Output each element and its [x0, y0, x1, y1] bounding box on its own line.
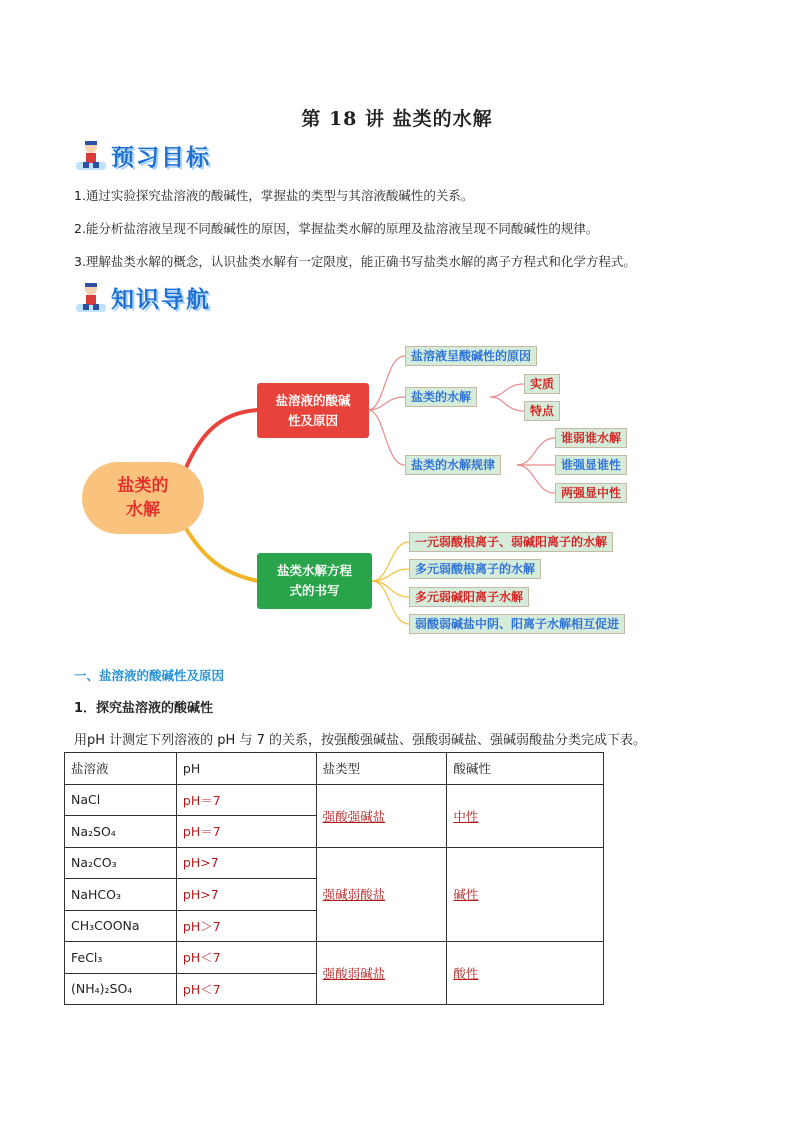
goal-3: 3.理解盐类水解的概念，认识盐类水解有一定限度，能正确书写盐类水解的离子方程式和化学方程式。	[74, 254, 636, 269]
type-cell: 强碱弱酸盐	[322, 887, 386, 903]
ph-cell: pH>7	[176, 847, 316, 879]
ph-cell: pH>7	[176, 879, 316, 911]
type-cell: 强酸强碱盐	[322, 808, 386, 824]
leaf-hydrolysis-rule: 盐类的水解规律	[405, 455, 501, 475]
ph-cell: pH＝7	[176, 816, 316, 848]
nature-cell: 碱性	[453, 887, 479, 903]
salt-cell: (NH₄)₂SO₄	[65, 973, 177, 1005]
leaf-equation-3: 多元弱碱阳离子水解	[409, 587, 529, 607]
salt-cell: NaHCO₃	[65, 879, 177, 911]
salt-cell: CH₃COONa	[65, 910, 177, 942]
leaf-essence: 实质	[524, 374, 560, 394]
type-cell: 强酸弱碱盐	[322, 966, 386, 981]
table-intro: 用pH 计测定下列溶液的 pH 与 7 的关系，按强酸强碱盐、强酸弱碱盐、强碱弱酸盐分类完成下表。	[74, 733, 646, 748]
nature-cell: 中性	[453, 808, 479, 824]
leaf-equation-4: 弱酸弱碱盐中阴、阳离子水解相互促进	[409, 614, 625, 634]
leaf-rule-2: 谁强显谁性	[555, 455, 627, 475]
mindmap-branch-acidity	[257, 383, 369, 438]
goals-banner-label: 预习目标	[111, 144, 211, 171]
mindmap-root-label: 盐类的水解	[117, 476, 169, 520]
branch-equation-label: 盐类水解方程式的书写	[276, 563, 352, 598]
ph-cell: pH＜7	[176, 973, 316, 1005]
goal-1: 1.通过实验探究盐溶液的酸碱性，掌握盐的类型与其溶液酸碱性的关系。	[74, 188, 474, 203]
salt-cell: FeCl₃	[65, 942, 177, 974]
ph-cell: pH＞7	[176, 910, 316, 942]
header-nature: 酸碱性	[447, 753, 604, 785]
leaf-feature: 特点	[524, 401, 560, 421]
nav-banner-label: 知识导航	[111, 286, 211, 313]
salt-cell: Na₂SO₄	[65, 816, 177, 848]
table-row	[65, 784, 604, 816]
leaf-equation-1: 一元弱酸根离子、弱碱阳离子的水解	[409, 532, 613, 552]
section-heading: 一、盐溶液的酸碱性及原因	[74, 668, 225, 683]
header-ph: pH	[176, 753, 316, 785]
table-row	[65, 847, 604, 879]
nature-cell: 酸性	[453, 966, 479, 981]
leaf-equation-2: 多元弱酸根离子的水解	[409, 559, 541, 579]
salt-table	[64, 752, 604, 1005]
header-type: 盐类型	[316, 753, 447, 785]
subsection-heading: 1．探究盐溶液的酸碱性	[74, 701, 214, 716]
leaf-hydrolysis: 盐类的水解	[405, 387, 477, 407]
mindmap-branch-equation	[257, 553, 372, 609]
page-title: 第 18 讲 盐类的水解	[301, 108, 493, 130]
ph-cell: pH＝7	[176, 784, 316, 816]
salt-cell: NaCl	[65, 784, 177, 816]
leaf-acidity-reason: 盐溶液呈酸碱性的原因	[405, 346, 537, 366]
header-salt: 盐溶液	[65, 753, 177, 785]
leaf-rule-1: 谁弱谁水解	[555, 428, 627, 448]
mindmap-root	[82, 462, 204, 534]
salt-cell: Na₂CO₃	[65, 847, 177, 879]
goal-2: 2.能分析盐溶液呈现不同酸碱性的原因，掌握盐类水解的原理及盐溶液呈现不同酸碱性的规律。	[74, 221, 599, 236]
ph-cell: pH＜7	[176, 942, 316, 974]
table-header-row	[65, 753, 604, 785]
table-row	[65, 942, 604, 974]
branch-acidity-label: 盐溶液的酸碱性及原因	[275, 392, 351, 428]
leaf-rule-3: 两强显中性	[555, 483, 627, 503]
